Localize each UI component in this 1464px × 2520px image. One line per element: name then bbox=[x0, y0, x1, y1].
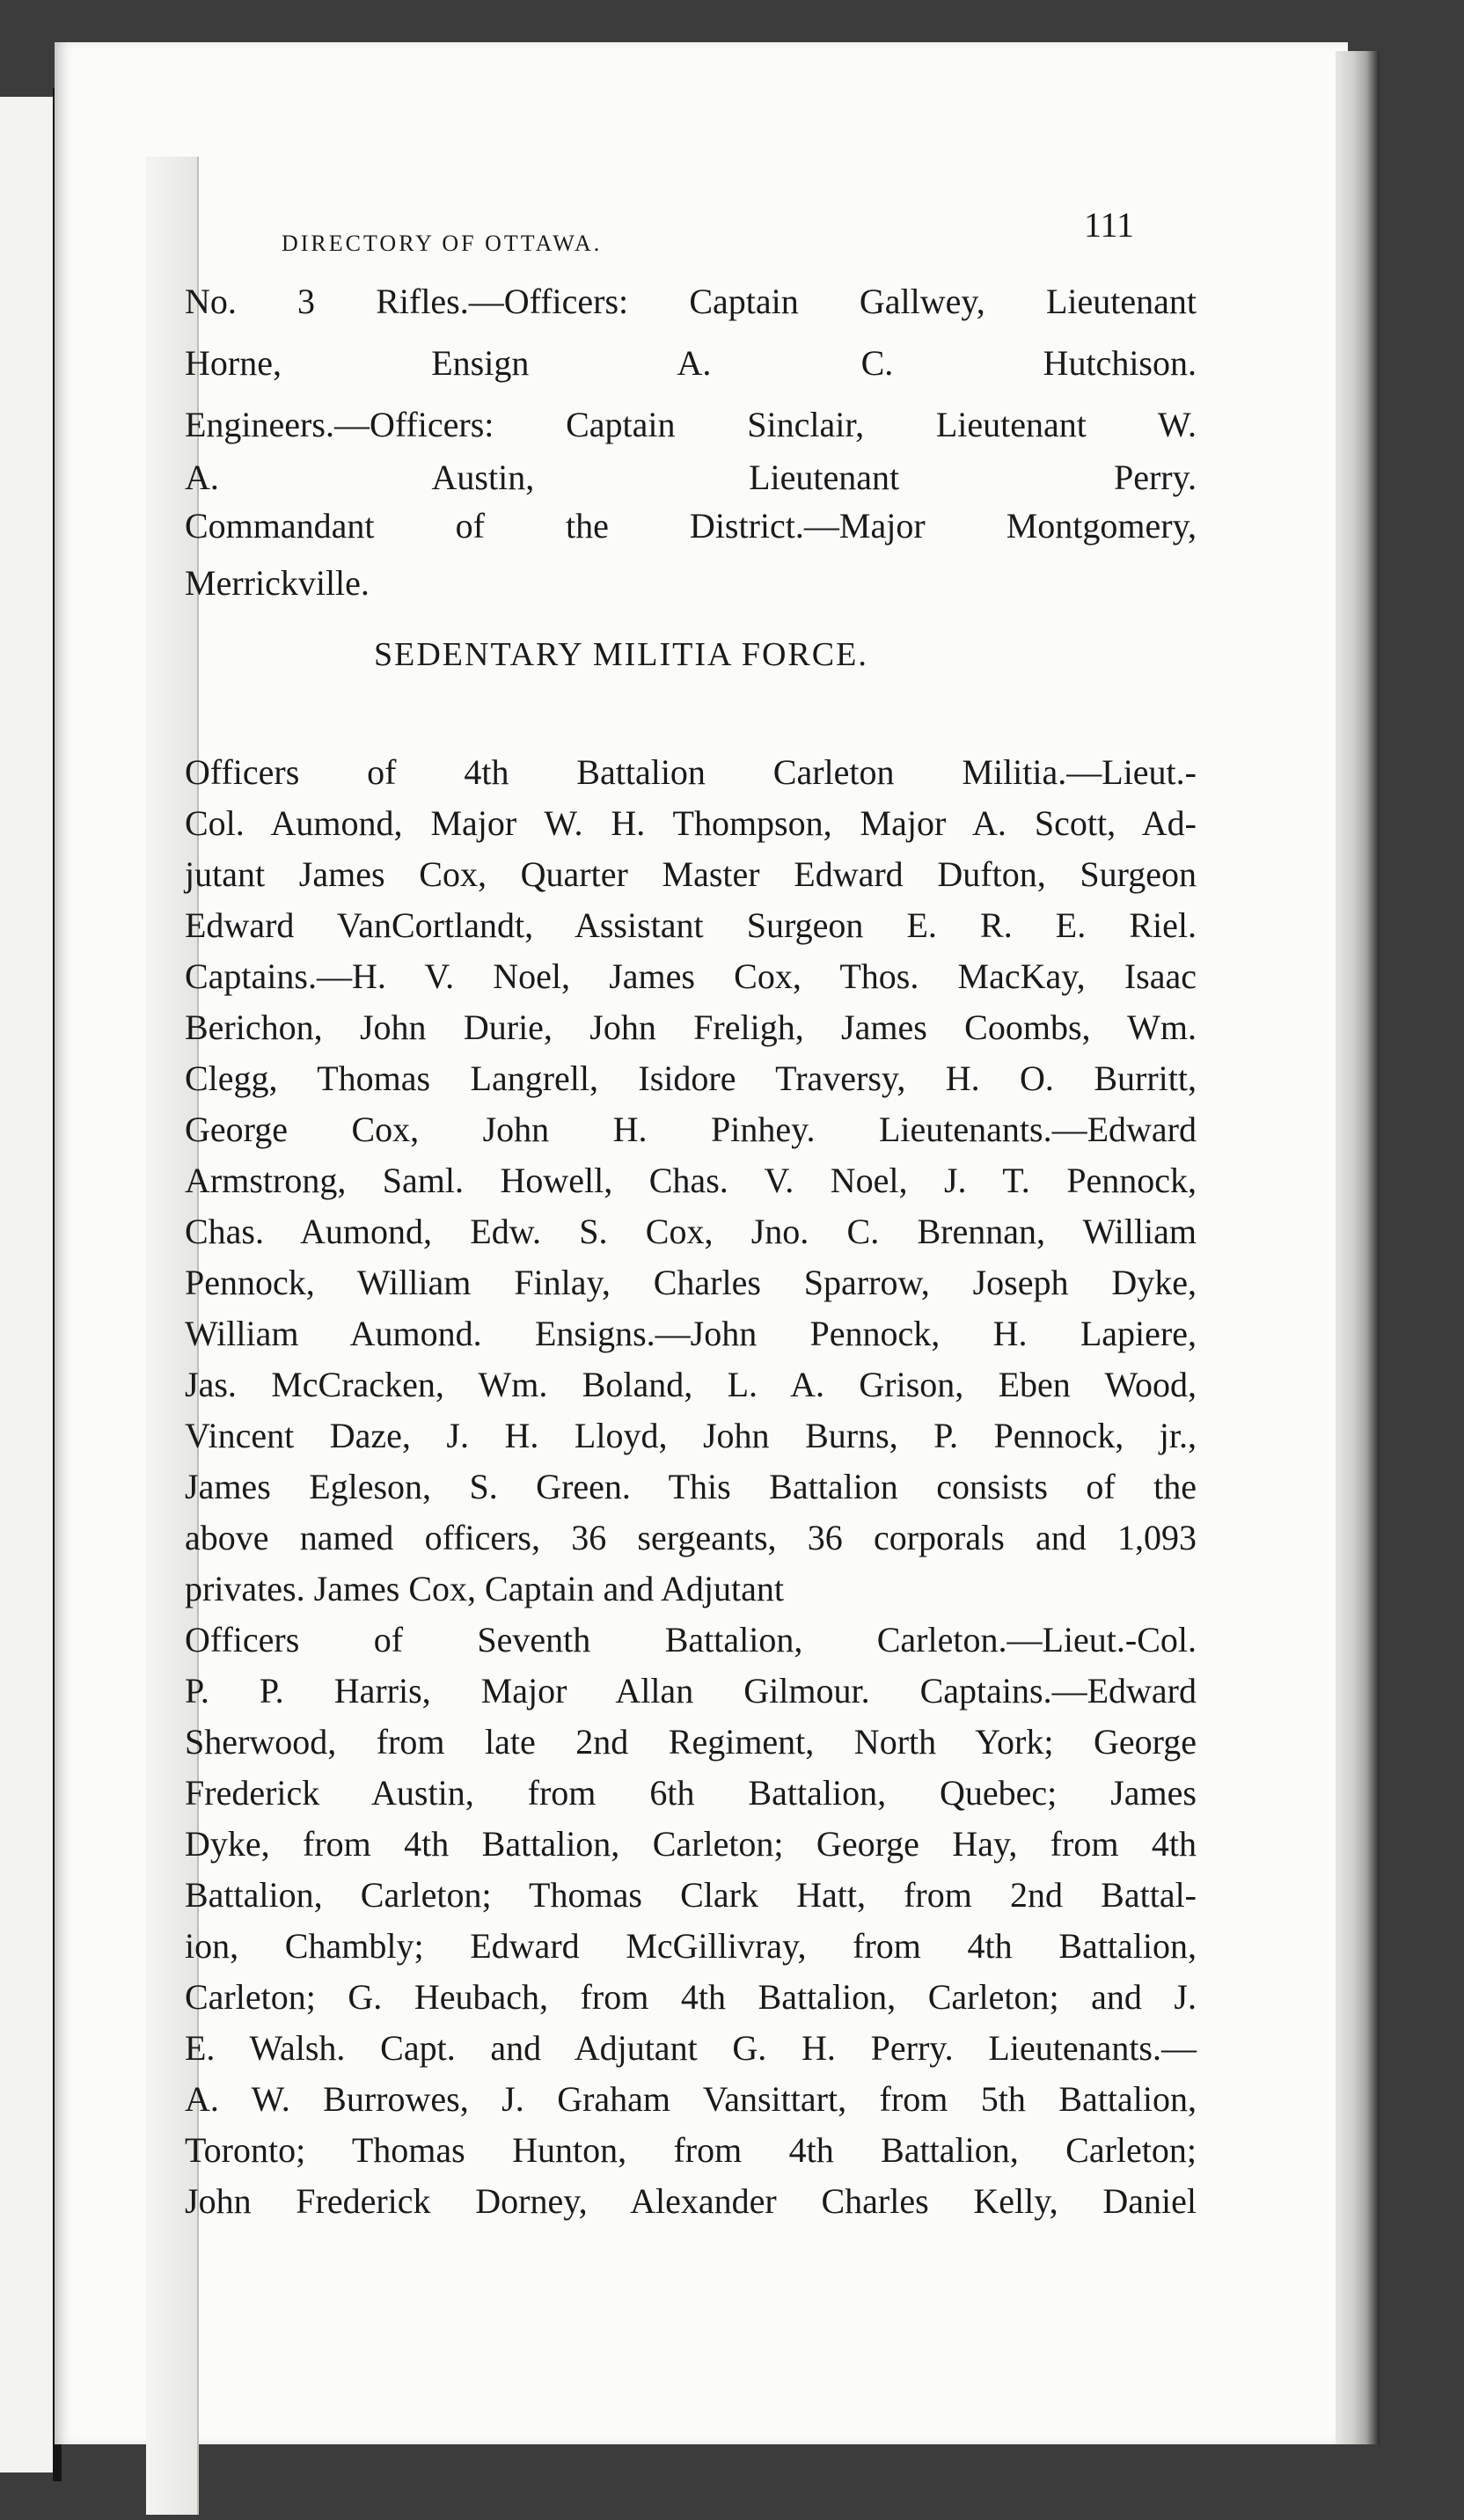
facing-page-edge bbox=[0, 97, 53, 2472]
text-line: John Frederick Dorney, Alexander Charles Kelly, Daniel bbox=[185, 2181, 1197, 2221]
text-line: Officers of 4th Battalion Carleton Militia.—Lieut.- bbox=[185, 752, 1197, 792]
text-line: Vincent Daze, J. H. Lloyd, John Burns, P. Pennock, jr., bbox=[185, 1416, 1197, 1455]
text-line: Sherwood, from late 2nd Regiment, North York; George bbox=[185, 1722, 1197, 1762]
text-line: privates. James Cox, Captain and Adjutant bbox=[185, 1569, 784, 1608]
text-line: Edward VanCortlandt, Assistant Surgeon E. R. E. Riel. bbox=[185, 905, 1197, 945]
text-line: Engineers.—Officers: Captain Sinclair, Lieutenant W. bbox=[185, 405, 1197, 444]
text-line: Commandant of the District.—Major Montgomery, bbox=[185, 506, 1197, 546]
page-stack-edge bbox=[1336, 51, 1380, 2444]
text-line: Captains.—H. V. Noel, James Cox, Thos. MacKay, Isaac bbox=[185, 956, 1197, 996]
section-title: SEDENTARY MILITIA FORCE. bbox=[374, 636, 868, 673]
running-header: DIRECTORY OF OTTAWA. bbox=[282, 231, 603, 256]
text-line: Battalion, Carleton; Thomas Clark Hatt, from 2nd Battal- bbox=[185, 1875, 1197, 1915]
text-line: jutant James Cox, Quarter Master Edward Dufton, Surgeon bbox=[185, 854, 1197, 894]
text-line: Merrickville. bbox=[185, 563, 370, 603]
text-line: P. P. Harris, Major Allan Gilmour. Captains.—Edward bbox=[185, 1671, 1197, 1711]
text-line: E. Walsh. Capt. and Adjutant G. H. Perry. Lieutenants.— bbox=[185, 2028, 1197, 2068]
text-line: Pennock, William Finlay, Charles Sparrow, Joseph Dyke, bbox=[185, 1263, 1197, 1302]
text-line: Armstrong, Saml. Howell, Chas. V. Noel, J. T. Pennock, bbox=[185, 1161, 1197, 1200]
text-line: Frederick Austin, from 6th Battalion, Quebec; James bbox=[185, 1773, 1197, 1813]
page-number: 111 bbox=[1084, 205, 1135, 245]
text-line: A. W. Burrowes, J. Graham Vansittart, from 5th Battalion, bbox=[185, 2079, 1197, 2119]
text-line: above named officers, 36 sergeants, 36 corporals and 1,093 bbox=[185, 1518, 1197, 1557]
text-line: Officers of Seventh Battalion, Carleton.—Lieut.-Col. bbox=[185, 1620, 1197, 1659]
text-line: Berichon, John Durie, John Freligh, James Coombs, Wm. bbox=[185, 1007, 1197, 1047]
text-line: Chas. Aumond, Edw. S. Cox, Jno. C. Brennan, William bbox=[185, 1212, 1197, 1251]
text-line: A. Austin, Lieutenant Perry. bbox=[185, 458, 1197, 497]
text-line: Horne, Ensign A. C. Hutchison. bbox=[185, 343, 1197, 383]
text-line: ion, Chambly; Edward McGillivray, from 4th Battalion, bbox=[185, 1926, 1197, 1966]
text-line: Carleton; G. Heubach, from 4th Battalion, Carleton; and J. bbox=[185, 1977, 1197, 2017]
text-line: Dyke, from 4th Battalion, Carleton; George Hay, from 4th bbox=[185, 1824, 1197, 1864]
text-line: James Egleson, S. Green. This Battalion consists of the bbox=[185, 1467, 1197, 1506]
text-line: Col. Aumond, Major W. H. Thompson, Major A. Scott, Ad- bbox=[185, 803, 1197, 843]
text-line: George Cox, John H. Pinhey. Lieutenants.—Edward bbox=[185, 1110, 1197, 1149]
text-line: Clegg, Thomas Langrell, Isidore Traversy, H. O. Burritt, bbox=[185, 1059, 1197, 1098]
text-line: Jas. McCracken, Wm. Boland, L. A. Grison, Eben Wood, bbox=[185, 1365, 1197, 1404]
text-line: William Aumond. Ensigns.—John Pennock, H. Lapiere, bbox=[185, 1314, 1197, 1353]
text-line: Toronto; Thomas Hunton, from 4th Battalion, Carleton; bbox=[185, 2130, 1197, 2170]
text-line: No. 3 Rifles.—Officers: Captain Gallwey, Lieutenant bbox=[185, 282, 1197, 321]
